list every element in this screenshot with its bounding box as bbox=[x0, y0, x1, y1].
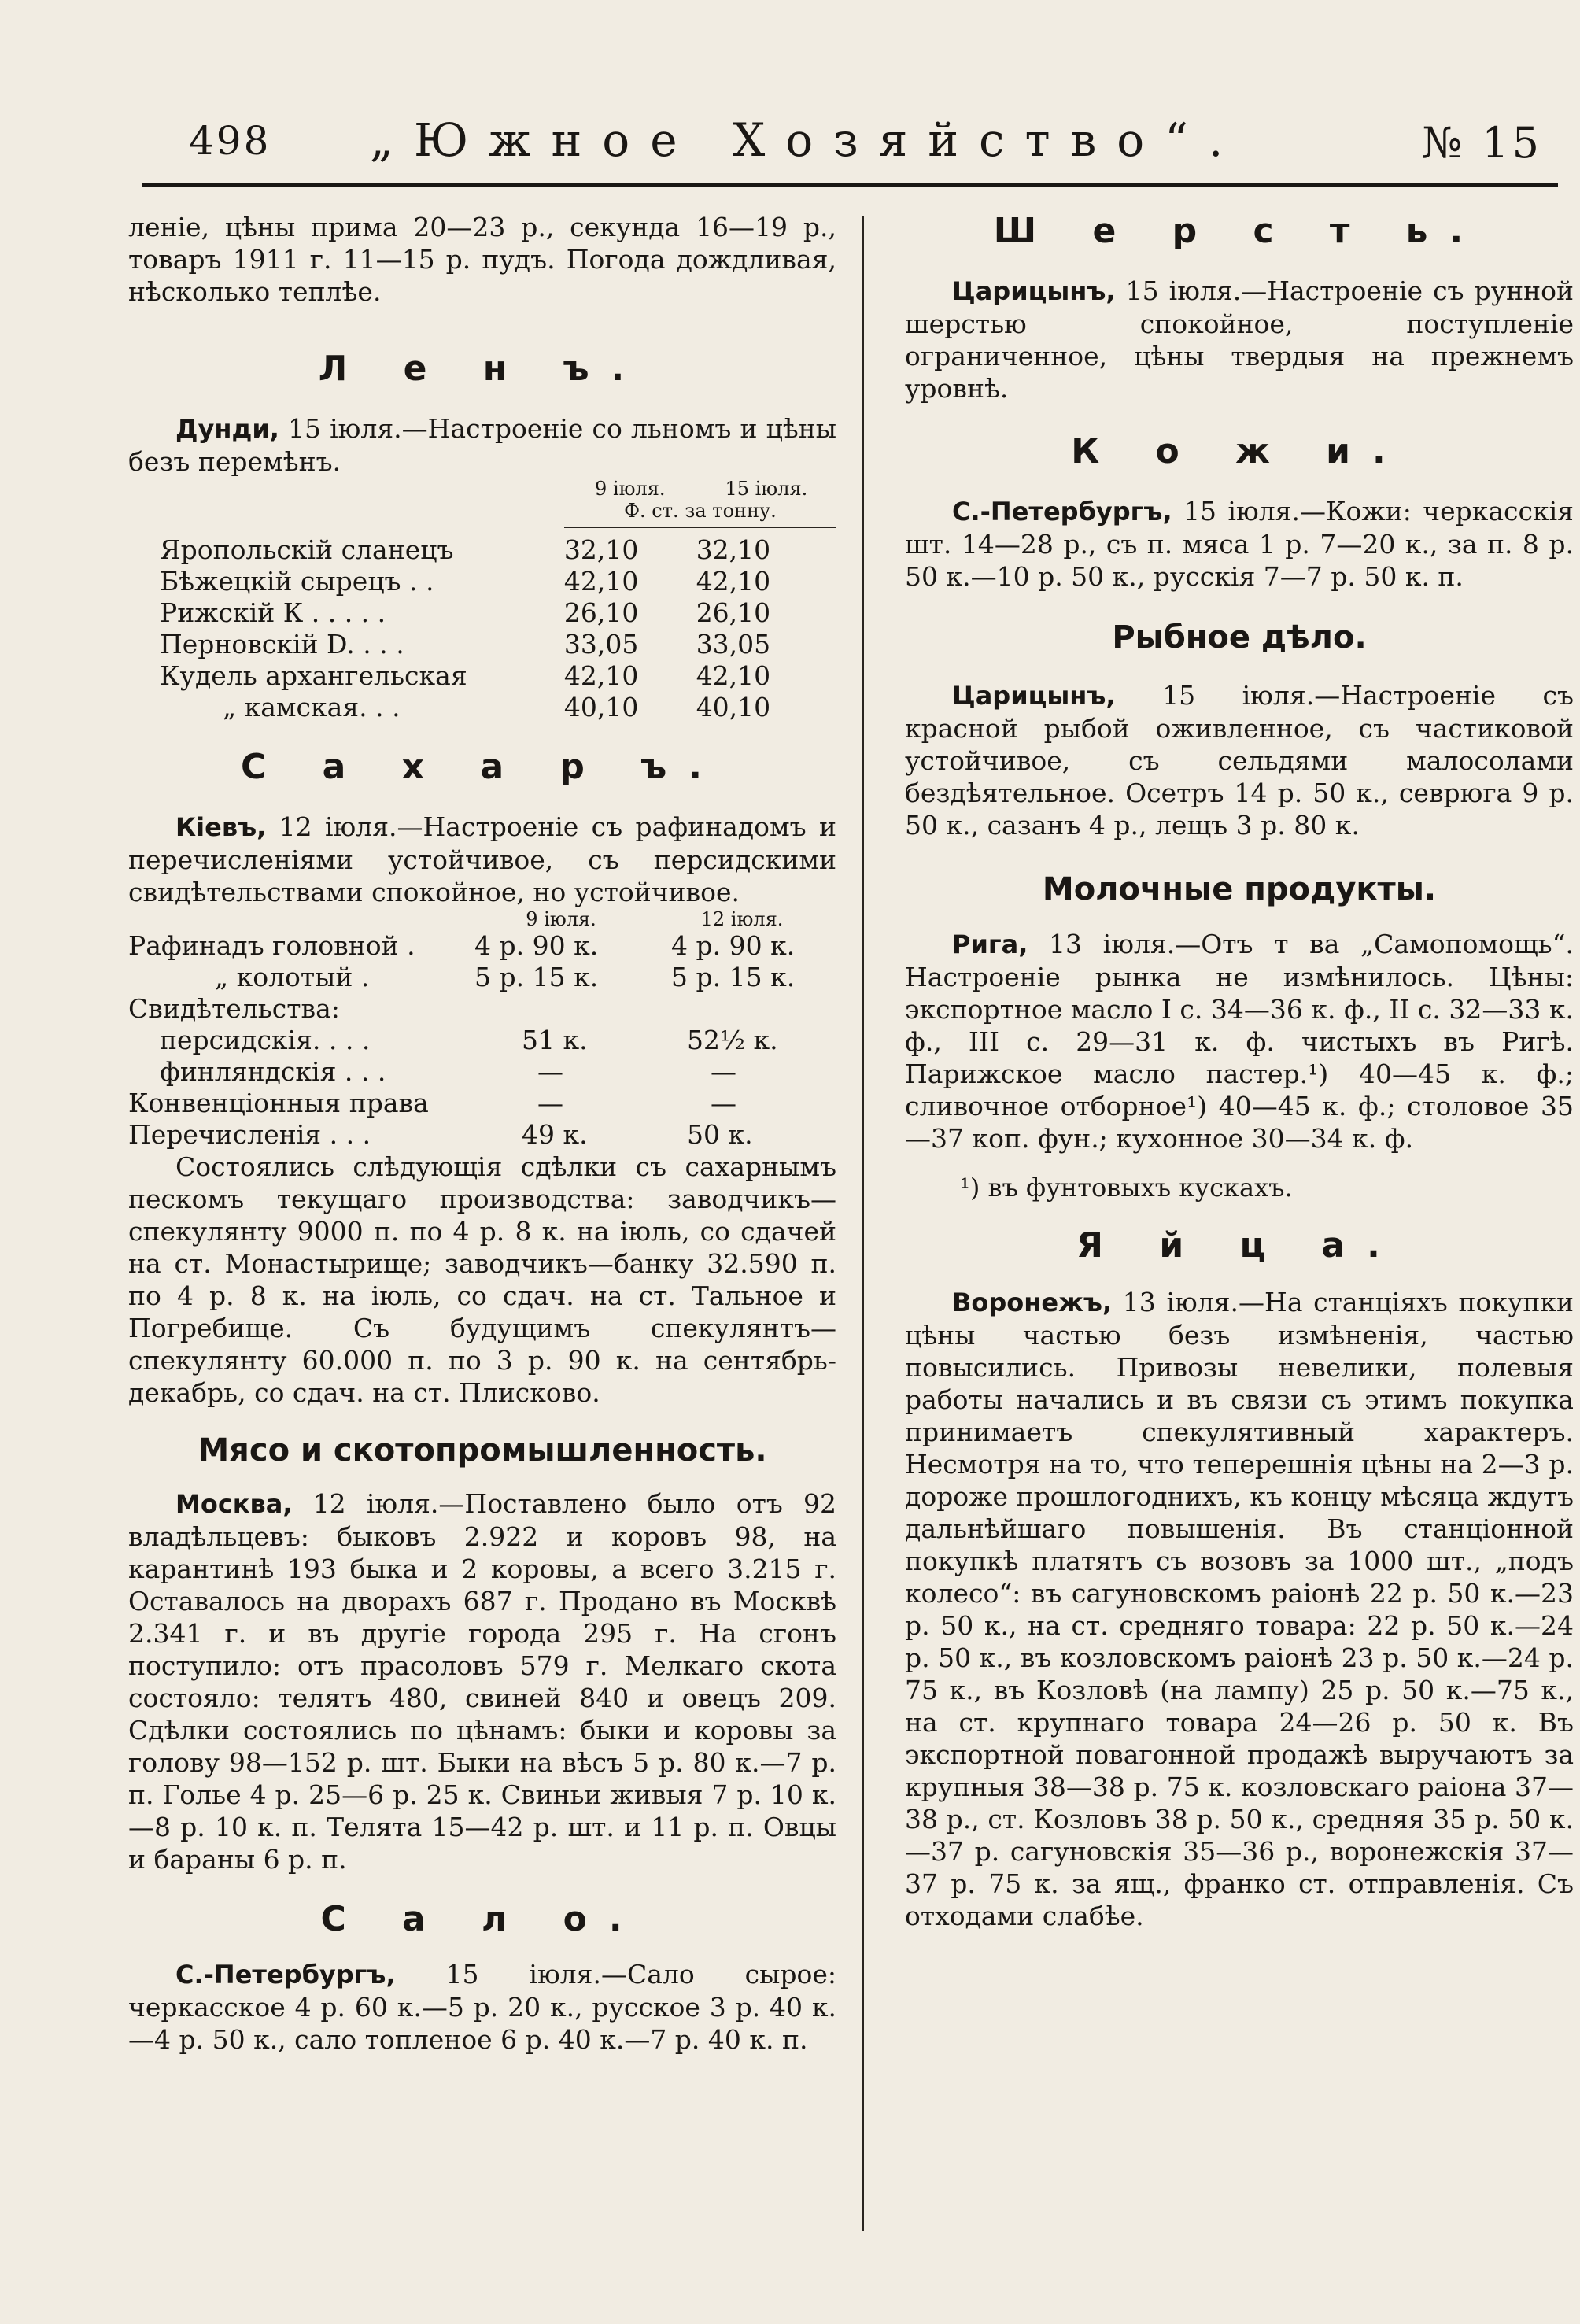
dairy-paragraph: Рига, 13 іюля.—Отъ т ва „Самопомощь“. Настроеніе рынка не измѣнилось. Цѣны: экспортное масло I с. 34—36 к. ф., II с. 32—33 к. ф., III с. 29—31 к. ф. чистыхъ въ Ригѣ. Парижское масло пастер.¹) 40—45 к. ф.; сливочное отборное¹) 40—45 к. ф.; столовое 35—37 коп. фун.; кухонное 30—34 к. ф. bbox=[905, 929, 1574, 1154]
flax-col1-date: 9 іюля. bbox=[595, 478, 666, 500]
flax-unit: Ф. ст. за тонну. bbox=[624, 500, 777, 522]
lard-heading: С а л о. bbox=[320, 1899, 644, 1939]
table-row: Рафинадъ головной . 4 р. 90 к. 4 р. 90 к. bbox=[128, 930, 796, 961]
flax-table-header bbox=[160, 478, 836, 500]
lard-city: С.-Петербургъ, bbox=[175, 1960, 396, 1990]
flax-city: Дунди, bbox=[175, 414, 279, 444]
table-row: „ камская. . . 40,10 40,10 bbox=[223, 692, 771, 722]
eggs-heading: Я й ц а. bbox=[1076, 1225, 1402, 1265]
wool-city: Царицынъ, bbox=[952, 276, 1116, 306]
sugar-table bbox=[128, 908, 836, 1151]
table-row: Свидѣтельства: bbox=[128, 993, 340, 1024]
table-row: „ колотый . 5 р. 15 к. 5 р. 15 к. bbox=[215, 962, 796, 992]
hides-city: С.-Петербургъ, bbox=[952, 497, 1172, 527]
dairy-footnote: ¹) въ фунтовыхъ кускахъ. bbox=[960, 1173, 1293, 1203]
dairy-heading: Молочные продукты. bbox=[1042, 871, 1437, 907]
wool-heading: Ш е р с т ь. bbox=[993, 211, 1486, 251]
sugar-table-header bbox=[128, 908, 836, 930]
wool-paragraph: Царицынъ, 15 іюля.—Настроеніе съ рунной шерстью спокойное, поступленіе ограниченное, цѣны твердыя на прежнемъ уровнѣ. bbox=[905, 275, 1574, 404]
table-row: Перечисленія . . . 49 к. 50 к. bbox=[128, 1119, 753, 1150]
table-row: Яропольскій сланецъ 32,10 32,10 bbox=[160, 534, 771, 565]
table-row: Бѣжецкій сырецъ . . 42,10 42,10 bbox=[160, 566, 771, 597]
sugar-deals: Состоялись слѣдующія сдѣлки съ сахарнымъ пескомъ текущаго производства: заводчикъ—спекулянту 9000 п. по 4 р. 8 к. на іюль, со сдачей на ст. Монастырище; заводчикъ—банку 32.590 п. по 4 р. 8 к. на іюль, со сдач. на ст. Тальное и Погребище. Съ будущимъ спекулянтъ—спекулянту 60.000 п. по 3 р. 90 к. на сентябрь-декабрь, со сдач. на ст. Плисково. bbox=[128, 1151, 836, 1408]
table-row: финляндскія . . . — — bbox=[160, 1056, 736, 1087]
meat-paragraph: Москва, 12 іюля.—Поставлено было отъ 92 владѣльцевъ: быковъ 2.922 и коровъ 98, на карантинѣ 193 быка и 2 коровы, а всего 3.215 г. Оставалось на дворахъ 687 г. Продано въ Москвѣ 2.341 г. и въ другіе города 295 г. На сгонъ поступило: отъ прасоловъ 579 г. Мелкаго скота состояло: телятъ 480, свиней 840 и овецъ 209. Сдѣлки состоялись по цѣнамъ: быки и коровы за голову 98—152 р. шт. Быки на вѣсъ 5 р. 80 к.—7 р. п. Голье 4 р. 25—6 р. 25 к. Свиньи живыя 7 р. 10 к.—8 р. 10 к. п. Телята 15—42 р. шт. и 11 р. п. Овцы и бараны 6 р. п. bbox=[128, 1488, 836, 1875]
fish-city: Царицынъ, bbox=[952, 681, 1116, 711]
table-row: персидскія. . . . 51 к. 52½ к. bbox=[160, 1025, 778, 1055]
journal-title: „Южное Хозяйство“. bbox=[370, 113, 1244, 167]
table-row: Кудель архангельская 42,10 42,10 bbox=[160, 660, 771, 691]
flax-table bbox=[160, 478, 836, 723]
dairy-city: Рига, bbox=[952, 929, 1028, 959]
flax-paragraph: Дунди, 15 іюля.—Настроеніе со льномъ и цѣны безъ перемѣнъ. bbox=[128, 413, 836, 477]
flax-heading: Л е н ъ. bbox=[318, 349, 647, 389]
sugar-col2-date: 12 іюля. bbox=[700, 908, 784, 930]
page-header bbox=[165, 113, 1542, 181]
flax-col2-date: 15 іюля. bbox=[725, 478, 808, 500]
column-divider bbox=[862, 216, 864, 2231]
sugar-paragraph: Кіевъ, 12 іюля.—Настроеніе съ рафинадомъ и перечисленіями устойчивое, съ персидскими свидѣтельствами спокойное, но устойчивое. bbox=[128, 811, 836, 907]
sugar-city: Кіевъ, bbox=[175, 812, 267, 842]
fish-paragraph: Царицынъ, 15 іюля.—Настроеніе съ красной рыбой оживленное, съ частиковой устойчивое, съ сельдями малосолами бездѣятельное. Осетръ 14 р. 50 к., севрюга 9 р. 50 к., сазанъ 4 р., лещъ 3 р. 80 к. bbox=[905, 680, 1574, 841]
table-row: Перновскій D. . . . 33,05 33,05 bbox=[160, 629, 771, 660]
sugar-col1-date: 9 іюля. bbox=[526, 908, 596, 930]
hides-paragraph: С.-Петербургъ, 15 іюля.—Кожи: черкасскія шт. 14—28 р., съ п. мяса 1 р. 7—20 к., за п. 8 р. 50 к.—10 р. 50 к., русскія 7—7 р. 50 к. п. bbox=[905, 496, 1574, 592]
eggs-city: Воронежъ, bbox=[952, 1288, 1113, 1317]
hides-heading: К о ж и. bbox=[1071, 431, 1408, 471]
table-row: Рижскій К . . . . . 26,10 26,10 bbox=[160, 597, 771, 628]
sugar-heading: С а х а р ъ. bbox=[241, 747, 724, 787]
eggs-paragraph: Воронежъ, 13 іюля.—На станціяхъ покупки цѣны частью безъ измѣненія, частью повысились. Привозы невелики, полевыя работы начались и въ связи съ этимъ покупка принимаетъ спекулятивный характеръ. Несмотря на то, что теперешнія цѣны на 2—3 р. дороже прошлогоднихъ, къ концу мѣсяца ждутъ дальнѣйшаго повышенія. Въ станціонной покупкѣ платятъ съ возовъ за 1000 шт., „подъ колесо“: въ сагуновскомъ раіонѣ 22 р. 50 к.—23 р. 50 к., на ст. средняго товара: 22 р. 50 к.—24 р. 50 к., въ козловскомъ раіонѣ 23 р. 50 к.—24 р. 75 к., въ Козловѣ (на лампу) 25 р. 50 к.—75 к., на ст. крупнаго товара 24—26 р. 50 к. Въ экспортной повагонной продажѣ выручаютъ за крупныя 38—38 р. 75 к. козловскаго раіона 37—38 р., ст. Козловъ 38 р. 50 к., средняя 35 р. 50 к.—37 р. сагуновскія 35—36 р., воронежскія 37—37 р. 75 к. за ящ., франко ст. отправленія. Съ отходами слабѣе. bbox=[905, 1287, 1574, 1931]
left-column bbox=[128, 211, 836, 2056]
table-row: Конвенціонныя права — — bbox=[128, 1088, 736, 1118]
meat-heading: Мясо и скотопромышленность. bbox=[198, 1432, 767, 1469]
issue-number: № 15 bbox=[1422, 118, 1542, 168]
meat-city: Москва, bbox=[175, 1489, 293, 1519]
intro-paragraph: леніе, цѣны прима 20—23 р., секунда 16—19 р., товаръ 1911 г. 11—15 р. пудъ. Погода дождливая, нѣсколько теплѣе. bbox=[128, 212, 836, 307]
lard-paragraph: С.-Петербургъ, 15 іюля.—Сало сырое: черкасское 4 р. 60 к.—5 р. 20 к., русское 3 р. 40 к.—4 р. 50 к., сало топленое 6 р. 40 к.—7 р. 40 к. п. bbox=[128, 1959, 836, 2055]
flax-unit-rule bbox=[564, 527, 836, 528]
header-rule bbox=[142, 183, 1558, 187]
page-number: 498 bbox=[189, 118, 271, 164]
fish-heading: Рыбное дѣло. bbox=[1112, 619, 1367, 656]
right-column bbox=[905, 211, 1574, 1932]
